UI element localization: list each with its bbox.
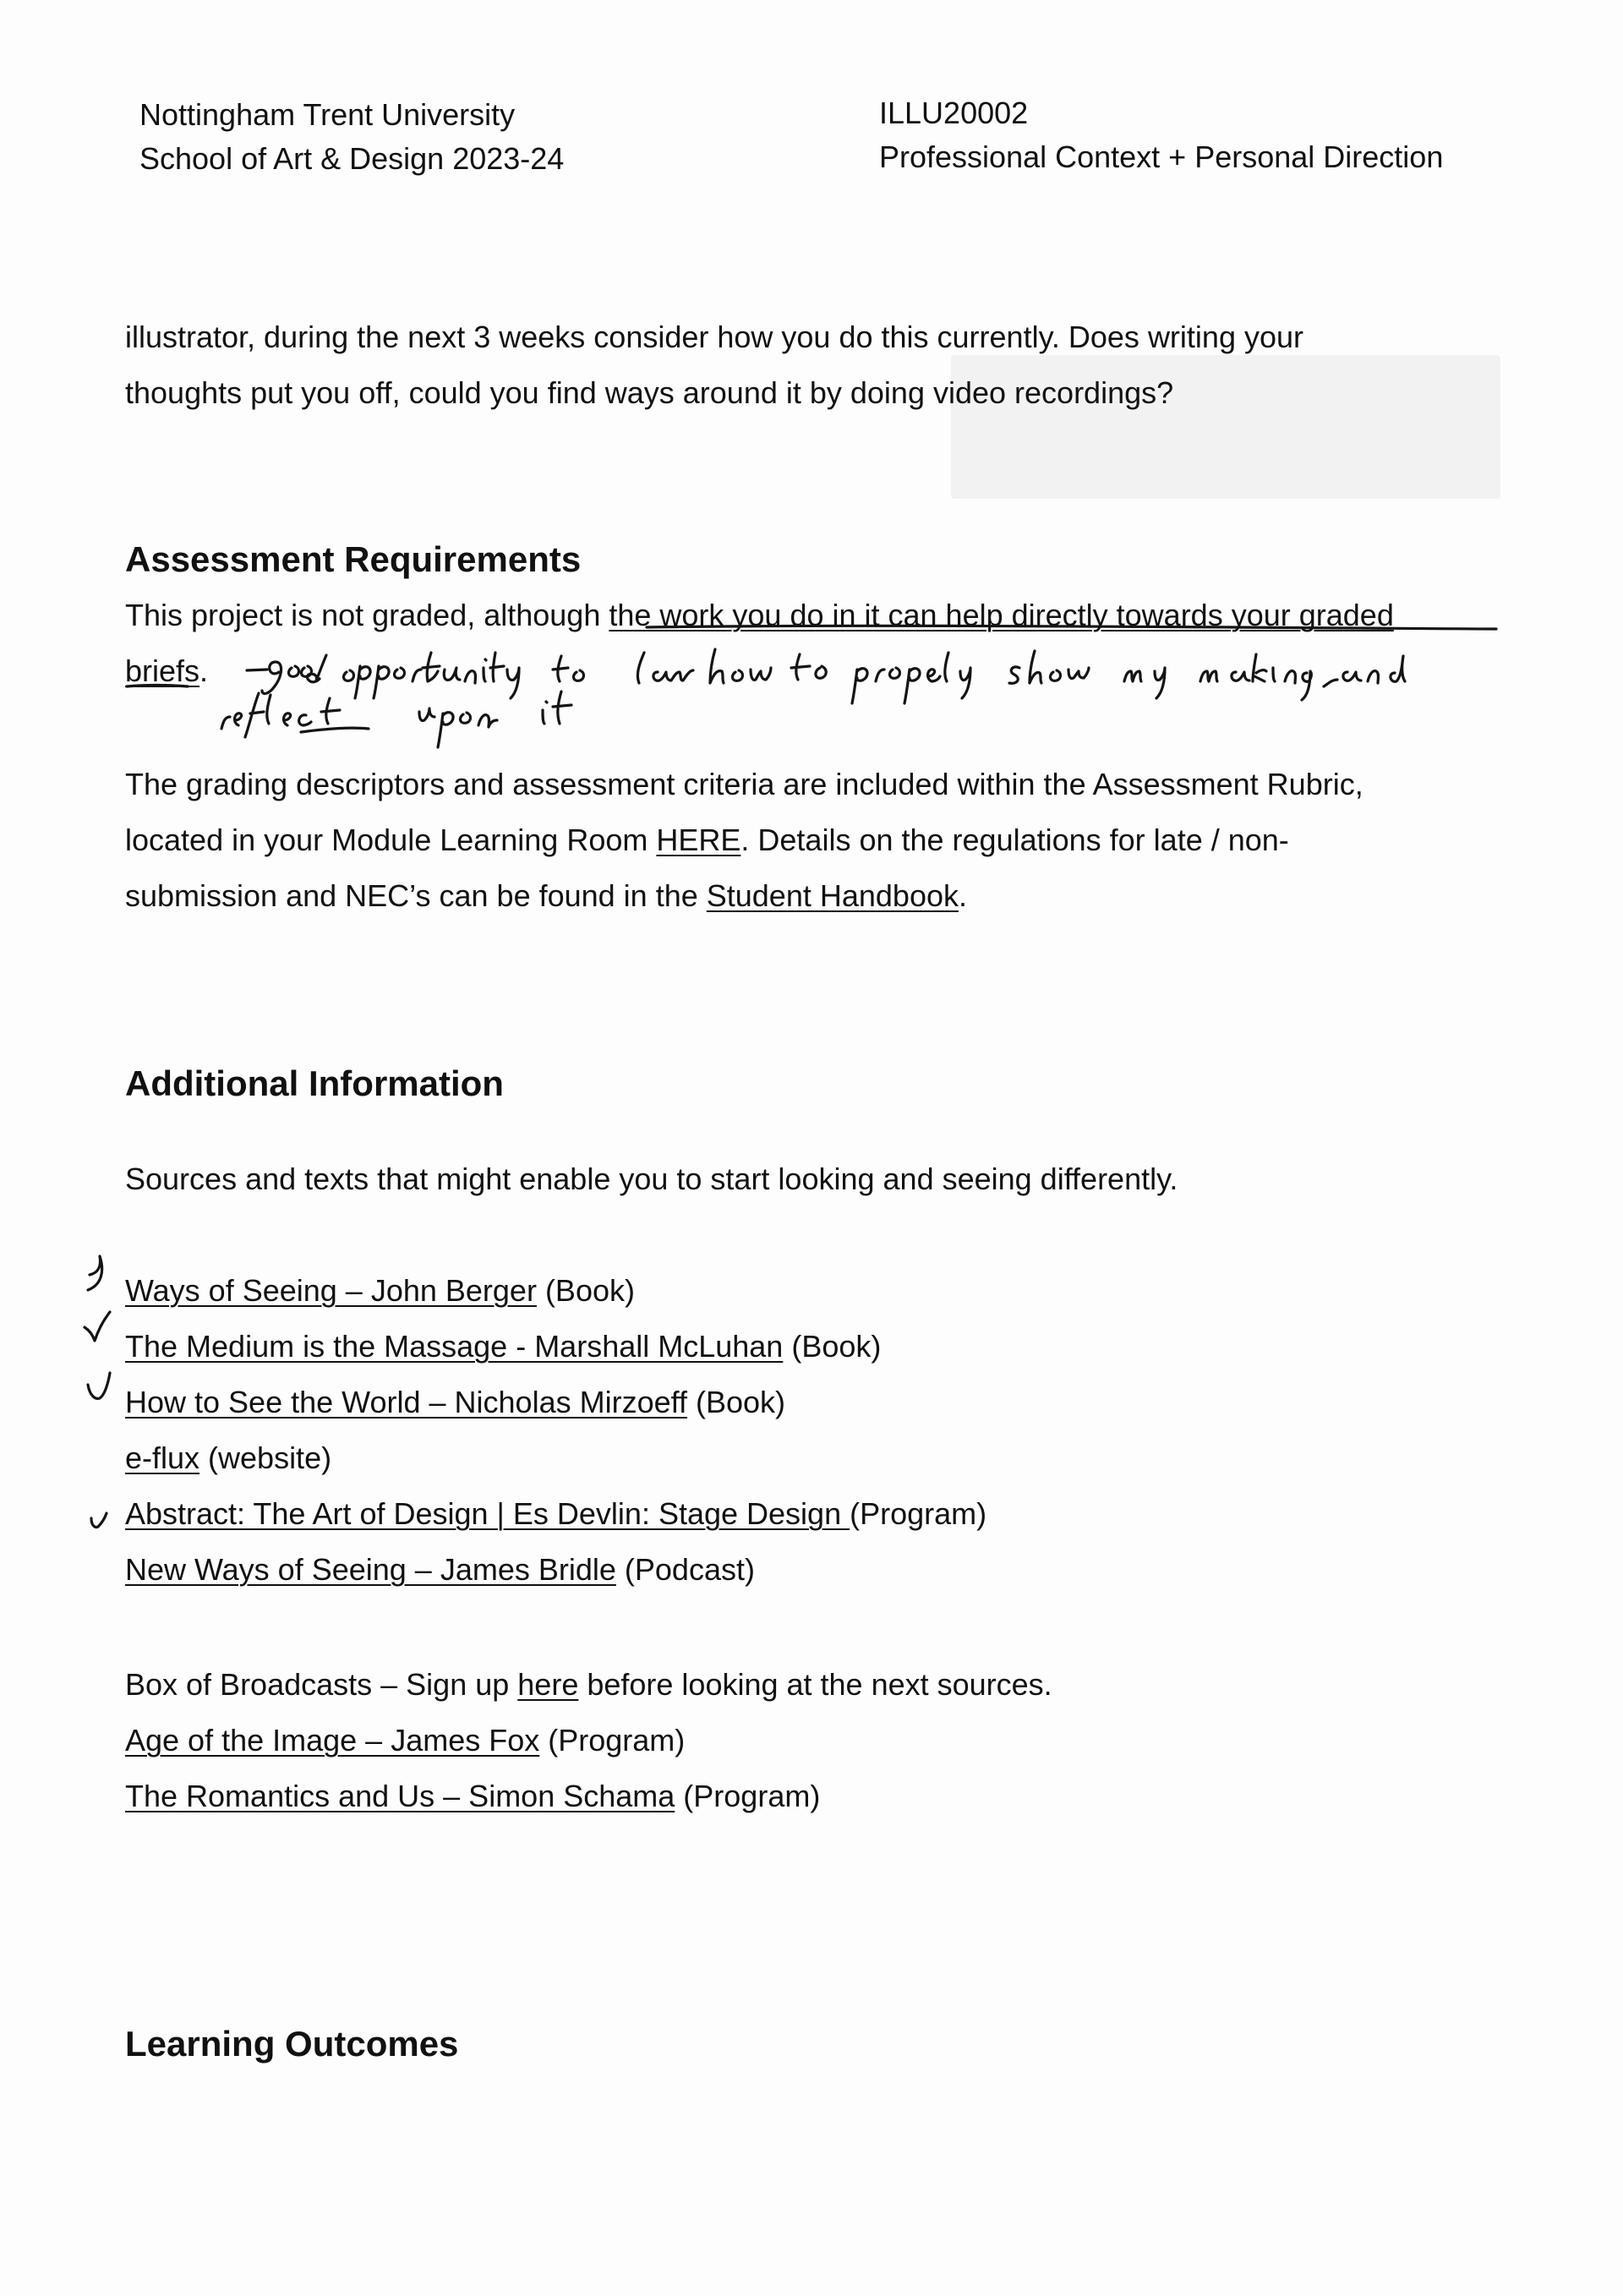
broadcast-text: before looking at the next sources.	[578, 1667, 1052, 1702]
source-type: (Program)	[675, 1779, 821, 1813]
assessment-line: submission and NEC’s can be found in the	[125, 878, 707, 913]
assessment-line: .	[958, 878, 967, 913]
outcomes-heading: Learning Outcomes	[125, 2024, 459, 2064]
program-link-age-of-image[interactable]: Age of the Image – James Fox	[125, 1723, 540, 1758]
assessment-line: The grading descriptors and assessment criteria are included within the Assessment Rubric,	[125, 767, 1363, 801]
header-module-code: ILLU20002	[879, 96, 1029, 130]
source-link-how-to-see[interactable]: How to See the World – Nicholas Mirzoeff	[125, 1385, 687, 1419]
source-type: (Book)	[686, 1385, 786, 1419]
source-link-abstract[interactable]: Abstract: The Art of Design | Es Devlin: Stage Design	[125, 1496, 850, 1531]
assessment-text-end: .	[199, 653, 209, 688]
graded-briefs-link-end[interactable]: briefs	[125, 653, 200, 688]
list-item	[125, 1542, 986, 1598]
list-item	[125, 1713, 1052, 1768]
source-link-new-ways[interactable]: New Ways of Seeing – James Bridle	[125, 1552, 616, 1587]
list-item	[125, 1768, 1052, 1824]
broadcast-text: Box of Broadcasts – Sign up	[125, 1667, 518, 1702]
list-item	[125, 1263, 986, 1319]
header-module-title: Professional Context + Personal Direction	[879, 139, 1444, 174]
list-item	[125, 1375, 986, 1430]
assessment-line: located in your Module Learning Room	[125, 823, 657, 857]
source-link-e-flux[interactable]: e-flux	[125, 1440, 200, 1475]
assessment-text: This project is not graded, although	[125, 598, 609, 632]
assessment-heading: Assessment Requirements	[125, 539, 582, 579]
graded-briefs-link[interactable]: the work you do in it can help directly towards your graded	[609, 598, 1394, 632]
program-link-romantics[interactable]: The Romantics and Us – Simon Schama	[125, 1779, 675, 1813]
box-of-broadcasts-signup-link[interactable]: here	[517, 1667, 579, 1702]
source-type: (Book)	[783, 1329, 882, 1364]
additional-heading: Additional Information	[125, 1063, 504, 1103]
list-item	[125, 1319, 986, 1375]
source-type: (website)	[199, 1440, 332, 1475]
assessment-line: . Details on the regulations for late / non-	[740, 823, 1289, 857]
list-item	[125, 1486, 986, 1542]
assessment-paragraph-2	[125, 757, 1363, 924]
source-link-ways-of-seeing[interactable]: Ways of Seeing – John Berger	[125, 1273, 537, 1308]
list-item	[125, 1657, 1052, 1713]
list-item	[125, 1430, 986, 1486]
source-type: (Book)	[536, 1273, 635, 1308]
source-type: (Podcast)	[615, 1552, 755, 1587]
learning-room-link[interactable]: HERE	[656, 823, 741, 857]
source-type: (Program)	[850, 1496, 987, 1531]
header-university: Nottingham Trent University	[139, 97, 516, 132]
header-school-year: School of Art & Design 2023-24	[139, 141, 565, 176]
sources-list	[125, 1263, 986, 1598]
intro-line: thoughts put you off, could you find ways around it by doing video recordings?	[125, 375, 1174, 410]
additional-intro: Sources and texts that might enable you to start looking and seeing differently.	[125, 1162, 1178, 1196]
intro-line: illustrator, during the next 3 weeks consider how you do this currently. Does writing your	[125, 320, 1303, 354]
source-type: (Program)	[539, 1723, 686, 1758]
student-handbook-link[interactable]: Student Handbook	[706, 878, 959, 913]
broadcast-list	[125, 1657, 1052, 1824]
source-link-medium-massage[interactable]: The Medium is the Massage - Marshall McLuhan	[125, 1329, 784, 1364]
